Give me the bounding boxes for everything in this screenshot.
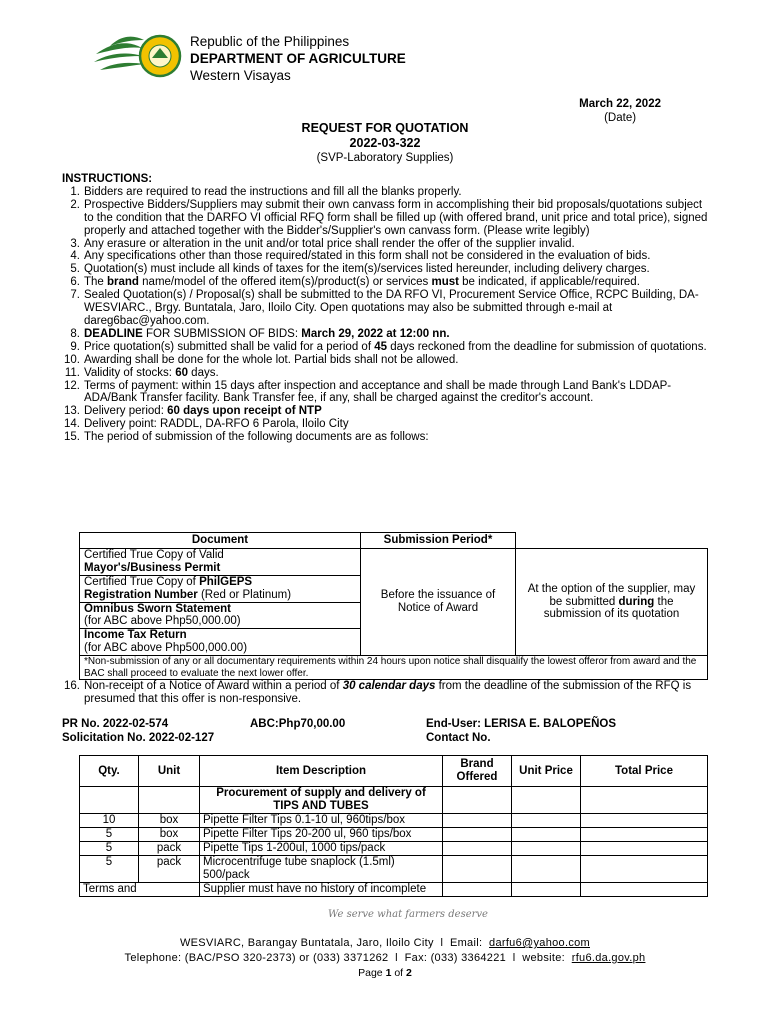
- documents-table: [79, 532, 708, 680]
- contact-number: Contact No.: [426, 732, 491, 744]
- wheat-left-icon: [94, 37, 144, 70]
- brand-cell[interactable]: [443, 842, 512, 856]
- solicitation-number: Solicitation No. 2022-02-127: [62, 732, 215, 744]
- brand-cell[interactable]: [443, 814, 512, 828]
- col-document: Document: [80, 533, 361, 549]
- total-price-cell[interactable]: [581, 814, 708, 828]
- instruction-item: 7. Sealed Quotation(s) / Proposal(s) shall be submitted to the DA RFO VI, Procurement Service Office, RCPC Building, DA-WESVIARC., Brgy. Buntatala, Jaro, Iloilo City. Open quotations may also be submitted through e-mail at dareg6bac@yahoo.com.: [70, 289, 699, 327]
- brand-cell[interactable]: [443, 828, 512, 842]
- footer-address-line: WESVIARC, Barangay Buntatala, Jaro, Iloilo City l Email: darfu6@yahoo.com: [179, 937, 590, 949]
- instruction-item: 15. The period of submission of the following documents are as follows:: [64, 431, 429, 444]
- table-row: Certified True Copy of PhilGEPS Registration Number (Red or Platinum): [80, 575, 708, 602]
- rfq-category: (SVP-Laboratory Supplies): [316, 152, 454, 164]
- rfq-title: REQUEST FOR QUOTATION: [301, 121, 469, 135]
- table-row: Certified True Copy of Valid Mayor's/Business Permit Before the issuance of Notice of Award At the option of the supplier, may be submitted during the submission of its quotation: [80, 548, 708, 575]
- terms-label: Terms and: [80, 883, 200, 897]
- instruction-item: 1. Bidders are required to read the instructions and fill all the blanks properly.: [70, 185, 462, 198]
- abc-amount: ABC:Php70,00.00: [250, 718, 346, 730]
- republic-line: Republic of the Philippines: [190, 34, 350, 49]
- instruction-item: 2. Prospective Bidders/Suppliers may submit their own canvass form in accomplishing their bid proposals/quotations subject to the condition that the DARFO VI official RFQ form shall be filled up (with offered brand, unit price and total price), signed properly and attached together with the Bidder's/Supplier's own canvass form. (Please write legibly): [70, 198, 708, 237]
- instruction-item: 10. Awarding shall be done for the whole lot. Partial bids shall not be allowed.: [64, 353, 459, 366]
- unit-price-cell[interactable]: [512, 814, 581, 828]
- unit-price-cell[interactable]: [512, 828, 581, 842]
- instruction-item: 5. Quotation(s) must include all kinds of taxes for the item(s)/services listed hereunder, including delivery charges.: [70, 263, 650, 276]
- department-name: DEPARTMENT OF AGRICULTURE: [190, 51, 406, 66]
- instruction-item: 4. Any specifications other than those required/stated in this form shall not be considered in the evaluation of bids.: [70, 250, 651, 263]
- rfq-number: 2022-03-322: [349, 136, 421, 150]
- col-total-price: Total Price: [581, 756, 708, 787]
- footer-contact-line: Telephone: (BAC/PSO 320-2373) or (033) 3371262 l Fax: (033) 3364221 l website: rfu6.da.gov.ph: [124, 952, 646, 964]
- col-brand-offered: Brand Offered: [443, 756, 512, 787]
- table-row: Income Tax Return (for ABC above Php500,000.00): [80, 629, 708, 656]
- col-unit-price: Unit Price: [512, 756, 581, 787]
- end-user: End-User: LERISA E. BALOPEÑOS: [426, 718, 616, 730]
- instructions-heading: INSTRUCTIONS:: [62, 173, 153, 185]
- date-value: March 22, 2022: [579, 98, 661, 110]
- total-price-cell[interactable]: [581, 842, 708, 856]
- items-table: [79, 755, 708, 897]
- email-link[interactable]: darfu6@yahoo.com: [489, 937, 590, 949]
- instruction-item: 13. Delivery period: 60 days upon receipt of NTP: [64, 405, 322, 418]
- unit-price-cell[interactable]: [512, 842, 581, 856]
- instruction-item: 9. Price quotation(s) submitted shall be valid for a period of 45 days reckoned from the deadline for submission of quotations.: [70, 340, 707, 353]
- col-unit: Unit: [139, 756, 200, 787]
- total-price-cell[interactable]: [581, 828, 708, 842]
- instructions: [62, 173, 712, 444]
- table-row: [80, 883, 708, 897]
- instruction-item-16: 16. Non-receipt of a Notice of Award within a period of 30 calendar days from the deadline of the submission of the RFQ is presumed that this offer is non-responsive.: [64, 680, 692, 705]
- option-cell: At the option of the supplier, may be submitted during the submission of its quotation: [516, 548, 708, 655]
- department-logo: [92, 24, 184, 86]
- page-number: Page 1 of 2: [358, 967, 412, 979]
- instruction-item: 8. DEADLINE FOR SUBMISSION OF BIDS: March 29, 2022 at 12:00 nn.: [70, 327, 450, 340]
- col-submission-period: Submission Period*: [361, 533, 516, 549]
- table-row: 10 box Pipette Filter Tips 0.1-10 ul, 960tips/box: [80, 814, 708, 828]
- instruction-item: 6. The brand name/model of the offered item(s)/product(s) or services must be indicated, if applicable/required.: [70, 276, 640, 289]
- instruction-item: 14. Delivery point: RADDL, DA-RFO 6 Parola, Iloilo City: [64, 418, 349, 431]
- instruction-item: 11. Validity of stocks: 60 days.: [64, 366, 219, 379]
- unit-price-cell[interactable]: [512, 856, 581, 883]
- section-title: Procurement of supply and delivery of TIPS AND TUBES: [200, 787, 443, 814]
- col-item-description: Item Description: [200, 756, 443, 787]
- table-row: 5 box Pipette Filter Tips 20-200 ul, 960 tips/box: [80, 828, 708, 842]
- terms-text: Supplier must have no history of incomplete: [200, 883, 443, 897]
- col-qty: Qty.: [80, 756, 139, 787]
- date-label: (Date): [604, 112, 637, 124]
- table-row: 5 pack Microcentrifuge tube snaplock (1.5ml) 500/pack: [80, 856, 708, 883]
- documents-note: *Non-submission of any or all documentary requirements within 24 hours upon notice shall disqualify the lowest offeror from award and the BAC shall proceed to evaluate the next lower offer.: [80, 656, 708, 680]
- table-row: 5 pack Pipette Tips 1-200ul, 1000 tips/pack: [80, 842, 708, 856]
- motto: We serve what farmers deserve: [328, 909, 488, 920]
- website-link[interactable]: rfu6.da.gov.ph: [571, 952, 646, 964]
- brand-cell[interactable]: [443, 856, 512, 883]
- period-cell: Before the issuance of Notice of Award: [361, 548, 516, 655]
- instruction-item: 3. Any erasure or alteration in the unit and/or total price shall render the offer of the supplier invalid.: [70, 237, 575, 250]
- region-name: Western Visayas: [190, 68, 291, 83]
- instruction-item: 12. Terms of payment: within 15 days after inspection and acceptance and shall be made through Land Bank's LDDAP-ADA/Bank Transfer facility. Bank Transfer fee, if any, shall be charged against the creditor's account.: [64, 379, 672, 405]
- total-price-cell[interactable]: [581, 856, 708, 883]
- table-row: Omnibus Sworn Statement (for ABC above Php50,000.00): [80, 602, 708, 629]
- pr-number: PR No. 2022-02-574: [62, 718, 169, 730]
